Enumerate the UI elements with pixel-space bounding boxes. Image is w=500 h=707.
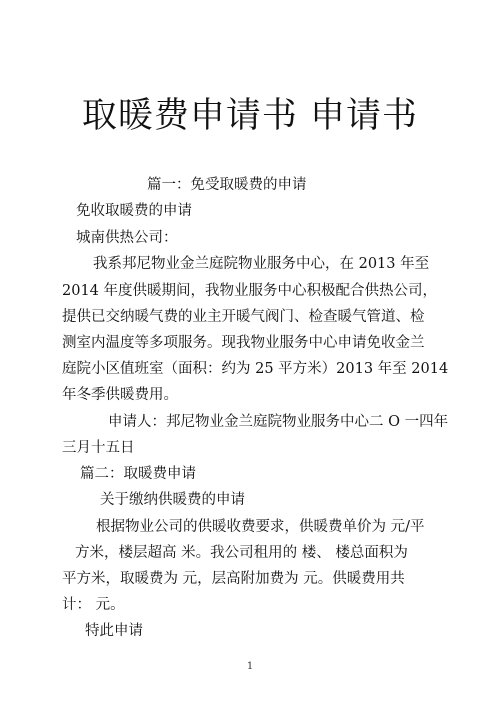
body-line: 庭院小区值班室（面积：约为 25 平方米）2013 年至 2014 <box>62 361 449 377</box>
body-line: 根据物业公司的供暖收费要求，供暖费单价为 元/平 <box>96 519 425 535</box>
applicant-line: 申请人：邦尼物业金兰庭院物业服务中心二 O 一四年 <box>108 414 449 430</box>
body-line: 计： 元。 <box>62 597 125 613</box>
letter-title-1: 免收取暖费的申请 <box>76 203 192 219</box>
document-title: 取暖费申请书 申请书 <box>81 96 419 136</box>
page-number: 1 <box>246 661 254 672</box>
salutation: 城南供热公司： <box>76 230 178 246</box>
body-line: 提供已交纳暖气费的业主开暖气阀门、检查暖气管道、检 <box>62 309 425 325</box>
body-line: 方米，楼层超高 米。我公司租用的 楼、 楼总面积为 <box>75 545 408 561</box>
section-heading-2: 篇二：取暖费申请 <box>80 466 196 482</box>
body-line: 2014 年度供暖期间，我物业服务中心积极配合供热公司， <box>62 283 438 299</box>
body-line: 年冬季供暖费用。 <box>62 387 178 403</box>
body-line: 平方米，取暖费为 元，层高附加费为 元。供暖费用共 <box>62 571 405 587</box>
date-line: 三月十五日 <box>62 440 135 456</box>
section-heading-1: 篇一：免受取暖费的申请 <box>147 177 307 193</box>
body-line: 我系邦尼物业金兰庭院物业服务中心，在 2013 年至 <box>93 256 430 272</box>
closing-line: 特此申请 <box>85 623 143 639</box>
body-line: 测室内温度等多项服务。现我物业服务中心申请免收金兰 <box>62 335 425 351</box>
letter-title-2: 关于缴纳供暖费的申请 <box>100 492 245 508</box>
